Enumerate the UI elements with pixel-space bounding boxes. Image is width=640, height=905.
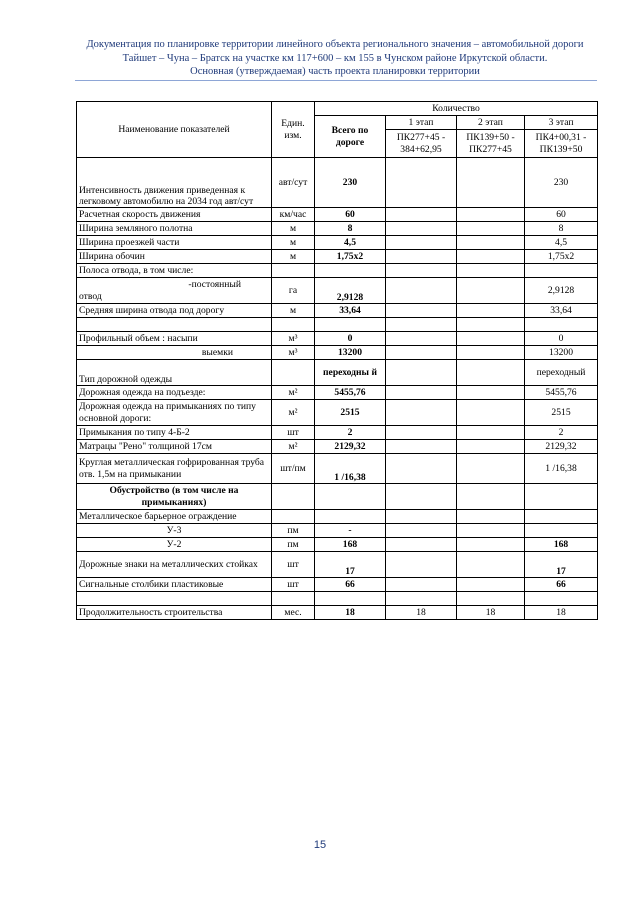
cell-name: Профильный объем : насыпи [77,332,272,346]
cell-total: 8 [315,222,386,236]
cell-unit: км/час [272,208,315,222]
table-row [77,264,598,278]
cell-stage-1 [386,346,457,360]
cell-stage-3: 8 [525,222,598,236]
table-row [77,222,598,236]
cell-stage-1 [386,236,457,250]
cell-stage-2 [457,510,525,524]
cell-stage-3: 17 [525,552,598,578]
cell-total: 17 [315,552,386,578]
cell-stage-2 [457,484,525,510]
cell-stage-2 [457,208,525,222]
cell-stage-2 [457,578,525,592]
header-rule [75,80,597,81]
cell-name: выемки [77,346,272,360]
cell-stage-3: 230 [525,158,598,208]
cell-stage-1 [386,386,457,400]
cell-name: Обустройство (в том числе на примыканиях) [77,484,272,510]
cell-total: 2,9128 [315,278,386,304]
cell-name-part-b: отвод [79,290,102,302]
cell-stage-2 [457,360,525,386]
cell-total: 1,75х2 [315,250,386,264]
cell-stage-2 [457,346,525,360]
cell-stage-1 [386,524,457,538]
cell-total: 2515 [315,400,386,426]
cell-stage-2 [457,552,525,578]
cell-stage-2 [457,524,525,538]
cell-unit [272,264,315,278]
cell-total: 4,5 [315,236,386,250]
cell-stage-3 [525,510,598,524]
cell-stage-3: 4,5 [525,236,598,250]
table-row [77,524,598,538]
table-row [77,400,598,426]
cell-total: 60 [315,208,386,222]
cell-total: 1 /16,38 [315,454,386,484]
header-stage-3: 3 этап [525,116,598,130]
cell-stage-1 [386,222,457,236]
cell-stage-3 [525,264,598,278]
cell-stage-1 [386,208,457,222]
cell-name: Продолжительность строительства [77,606,272,620]
cell-total: 230 [315,158,386,208]
cell-unit [272,510,315,524]
cell-stage-2: 18 [457,606,525,620]
table-row [77,332,598,346]
cell-stage-2 [457,222,525,236]
cell-name [77,278,272,304]
cell-unit: пм [272,524,315,538]
cell-stage-1 [386,264,457,278]
cell-stage-3: 5455,76 [525,386,598,400]
cell-unit: м³ [272,332,315,346]
cell-stage-3: 1 /16,38 [525,454,598,484]
cell-unit: пм [272,538,315,552]
cell-stage-3 [525,524,598,538]
cell-name: У-2 [77,538,272,552]
table-row [77,606,598,620]
cell-total: 18 [315,606,386,620]
cell-name: Ширина земляного полотна [77,222,272,236]
cell-stage-3: переходный [525,360,598,386]
cell-unit: шт [272,552,315,578]
cell-stage-2 [457,440,525,454]
cell-stage-3: 2515 [525,400,598,426]
cell-stage-3: 2 [525,426,598,440]
cell-name: Металлическое барьерное ограждение [77,510,272,524]
cell-name: Ширина обочин [77,250,272,264]
cell-name: Дорожная одежда на подъезде: [77,386,272,400]
table-row [77,304,598,318]
cell-total: 168 [315,538,386,552]
cell-unit: м [272,304,315,318]
cell-unit: авт/сут [272,158,315,208]
cell-stage-1 [386,510,457,524]
cell-unit: га [272,278,315,304]
cell-name: Дорожные знаки на металлических стойках [77,552,272,578]
cell-stage-3: 60 [525,208,598,222]
cell-total: 5455,76 [315,386,386,400]
page-number: 15 [313,839,327,851]
cell-total: 2129,32 [315,440,386,454]
cell-stage-1 [386,578,457,592]
table-row-empty [77,318,598,332]
indicators-table [76,101,598,620]
cell-stage-2 [457,386,525,400]
cell-stage-1 [386,552,457,578]
cell-stage-3: 13200 [525,346,598,360]
cell-name: Примыкания по типу 4-Б-2 [77,426,272,440]
cell-stage-2 [457,304,525,318]
cell-stage-1 [386,360,457,386]
cell-name: Круглая металлическая гофрированная труба отв. 1,5м на примыкании [77,454,272,484]
cell-stage-3: 0 [525,332,598,346]
table-row [77,278,598,304]
cell-total: 33,64 [315,304,386,318]
cell-unit: шт [272,426,315,440]
cell-total [315,510,386,524]
cell-name: Сигнальные столбики пластиковые [77,578,272,592]
table-row [77,158,598,208]
header-stage-2: 2 этап [457,116,525,130]
cell-total: 0 [315,332,386,346]
cell-stage-1 [386,304,457,318]
cell-name: Дорожная одежда на примыканиях по типу основной дороги: [77,400,272,426]
cell-stage-1 [386,426,457,440]
cell-unit: м [272,250,315,264]
cell-stage-3: 2,9128 [525,278,598,304]
cell-total: 2 [315,426,386,440]
cell-total [315,264,386,278]
cell-stage-3: 168 [525,538,598,552]
table-row [77,208,598,222]
table-row [77,426,598,440]
header-pk-3: ПК4+00,31 - ПК139+50 [525,130,598,158]
cell-stage-1 [386,538,457,552]
header-line-2: Тайшет – Чуна – Братск на участке км 117+600 – км 155 в Чунском районе Иркутской области. [122,52,548,64]
cell-stage-2 [457,400,525,426]
cell-stage-2 [457,426,525,440]
table-row [77,346,598,360]
cell-stage-2 [457,454,525,484]
header-name: Наименование показателей [77,102,272,158]
cell-name: Полоса отвода, в том числе: [77,264,272,278]
cell-stage-1 [386,332,457,346]
cell-unit: м² [272,400,315,426]
cell-stage-3 [525,484,598,510]
table-row [77,510,598,524]
cell-stage-3: 18 [525,606,598,620]
table-row [77,454,598,484]
cell-stage-1 [386,484,457,510]
cell-total [315,484,386,510]
table-row [77,578,598,592]
header-line-1: Документация по планировке территории линейного объекта регионального значения – автомобильной дороги [86,39,584,50]
cell-name: Ширина проезжей части [77,236,272,250]
cell-unit: м³ [272,346,315,360]
header-stage-1: 1 этап [386,116,457,130]
document-header [40,38,630,79]
cell-stage-3: 33,64 [525,304,598,318]
cell-unit: м² [272,440,315,454]
cell-stage-3: 66 [525,578,598,592]
cell-name-part-a: -постоянный [188,279,241,291]
cell-stage-2 [457,158,525,208]
table-row [77,484,598,510]
cell-unit: м [272,222,315,236]
cell-unit: шт [272,578,315,592]
cell-name: Матрацы "Рено" толщиной 17см [77,440,272,454]
cell-name: Тип дорожной одежды [77,360,272,386]
table-row [77,360,598,386]
cell-stage-1 [386,454,457,484]
cell-stage-2 [457,264,525,278]
header-quantity: Количество [315,102,598,116]
cell-unit: м [272,236,315,250]
cell-unit: шт/пм [272,454,315,484]
table-row-empty [77,592,598,606]
cell-stage-1 [386,278,457,304]
cell-total: 13200 [315,346,386,360]
cell-stage-1 [386,158,457,208]
cell-name: Интенсивность движения приведенная к легковому автомобилю на 2034 год авт/сут [77,158,272,208]
cell-stage-2 [457,236,525,250]
table-row [77,552,598,578]
cell-stage-2 [457,278,525,304]
header-total: Всего по дороге [315,116,386,158]
cell-stage-1: 18 [386,606,457,620]
cell-total: - [315,524,386,538]
cell-stage-2 [457,250,525,264]
cell-stage-2 [457,538,525,552]
cell-name: У-3 [77,524,272,538]
table-row [77,250,598,264]
table-row [77,538,598,552]
cell-unit: мес. [272,606,315,620]
cell-stage-1 [386,400,457,426]
cell-name: Расчетная скорость движения [77,208,272,222]
cell-stage-3: 1,75х2 [525,250,598,264]
cell-total: переходны й [315,360,386,386]
header-pk-1: ПК277+45 - 384+62,95 [386,130,457,158]
table-row [77,236,598,250]
cell-total: 66 [315,578,386,592]
cell-unit: м² [272,386,315,400]
header-pk-2: ПК139+50 - ПК277+45 [457,130,525,158]
table-row [77,440,598,454]
header-unit: Един. изм. [272,102,315,158]
cell-stage-1 [386,440,457,454]
cell-stage-1 [386,250,457,264]
header-line-3: Основная (утверждаемая) часть проекта планировки территории [190,66,480,77]
cell-stage-3: 2129,32 [525,440,598,454]
cell-unit [272,484,315,510]
cell-unit [272,360,315,386]
table-row [77,386,598,400]
cell-stage-2 [457,332,525,346]
cell-name: Средняя ширина отвода под дорогу [77,304,272,318]
